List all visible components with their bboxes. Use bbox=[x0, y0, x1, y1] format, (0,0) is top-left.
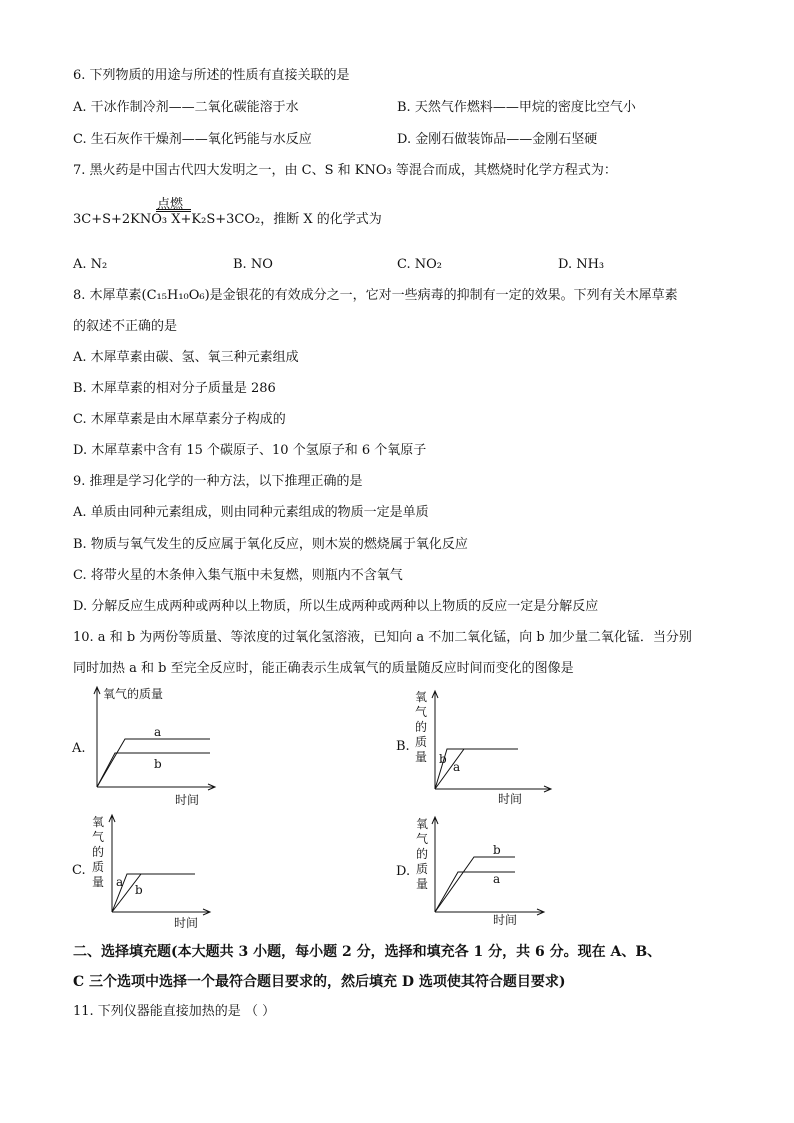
graph-d-option: D. bbox=[396, 864, 411, 879]
graph-c-option: C. bbox=[72, 863, 86, 878]
curve-b bbox=[435, 749, 518, 789]
q9-stem: 9. 推理是学习化学的一种方法，以下推理正确的是 bbox=[73, 474, 363, 489]
q7-option-a: A. N₂ bbox=[73, 257, 108, 272]
curve-a bbox=[112, 874, 195, 912]
q7-equation-text: 3C+S+2KNO₃ X+K₂S+3CO₂，推断 X 的化学式为 bbox=[73, 212, 382, 227]
graph-d bbox=[396, 814, 556, 939]
q7-option-c: C. NO₂ bbox=[397, 257, 442, 272]
q6-option-a: A. 干冰作制冷剂——二氧化碳能溶于水 bbox=[73, 100, 299, 115]
q9-option-a: A. 单质由同种元素组成，则由同种元素组成的物质一定是单质 bbox=[73, 505, 429, 520]
graph-a-label-b: b bbox=[154, 757, 162, 771]
graph-b bbox=[396, 688, 556, 813]
q6-option-d: D. 金刚石做装饰品——金刚石坚硬 bbox=[397, 132, 598, 147]
q7-stem: 7. 黑火药是中国古代四大发明之一，由 C、S 和 KNO₃ 等混合而成，其燃烧时化学方程式为： bbox=[73, 163, 617, 178]
graph-a bbox=[70, 685, 220, 810]
q8-option-c: C. 木犀草素是由木犀草素分子构成的 bbox=[73, 412, 286, 427]
graph-c-label-b: b bbox=[135, 883, 143, 897]
q6-stem: 6. 下列物质的用途与所述的性质有直接关联的是 bbox=[73, 68, 350, 83]
q10-stem-cont: 同时加热 a 和 b 至完全反应时，能正确表示生成氧气的质量随反应时间而变化的图像是 bbox=[73, 661, 574, 676]
graph-b-option: B. bbox=[396, 739, 410, 754]
graph-c-xlabel: 时间 bbox=[174, 916, 199, 930]
graph-b-label-b: b bbox=[439, 752, 447, 766]
graph-d-xlabel: 时间 bbox=[493, 913, 518, 927]
q7-reaction-condition: 点燃 bbox=[157, 197, 184, 212]
q8-option-b: B. 木犀草素的相对分子质量是 286 bbox=[73, 381, 276, 396]
section2-heading: 二、选择填充题(本大题共 3 小题，每小题 2 分，选择和填充各 1 分，共 6 分。现在 A、B、 bbox=[73, 944, 662, 960]
curve-a bbox=[435, 872, 515, 912]
section2-heading-cont: C 三个选项中选择一个最符合题目要求的，然后填充 D 选项使其符合题目要求) bbox=[73, 974, 566, 990]
q6-option-b: B. 天然气作燃料——甲烷的密度比空气小 bbox=[397, 100, 636, 115]
graph-b-ylabel: 氧气的质量 bbox=[415, 690, 428, 764]
graph-d-label-b: b bbox=[493, 843, 501, 857]
q11-stem: 11. 下列仪器能直接加热的是 （ ） bbox=[73, 1004, 276, 1019]
q9-option-c: C. 将带火星的木条伸入集气瓶中未复燃，则瓶内不含氧气 bbox=[73, 568, 403, 583]
graph-c bbox=[70, 812, 220, 937]
curve-b bbox=[435, 857, 515, 912]
graph-d-label-a: a bbox=[493, 872, 501, 886]
graph-c-ylabel: 氧气的质量 bbox=[92, 815, 105, 889]
graph-d-ylabel: 氧气的质量 bbox=[416, 817, 429, 891]
graph-a-label-a: a bbox=[154, 725, 162, 739]
q7-option-b: B. NO bbox=[233, 257, 273, 272]
q8-option-a: A. 木犀草素由碳、氢、氧三种元素组成 bbox=[73, 350, 299, 365]
q10-stem: 10. a 和 b 为两份等质量、等浓度的过氧化氢溶液，已知向 a 不加二氧化锰，向 b 加少量二氧化锰．当分别 bbox=[73, 630, 692, 645]
q8-stem: 8. 木犀草素(C₁₅H₁₀O₆)是金银花的有效成分之一，它对一些病毒的抑制有一定的效果。下列有关木犀草素 bbox=[73, 288, 678, 303]
q9-option-d: D. 分解反应生成两种或两种以上物质，所以生成两种或两种以上物质的反应一定是分解反应 bbox=[73, 599, 599, 614]
graph-b-xlabel: 时间 bbox=[498, 792, 523, 806]
graph-a-option: A. bbox=[72, 741, 86, 756]
q6-option-c: C. 生石灰作干燥剂——氧化钙能与水反应 bbox=[73, 132, 312, 147]
q8-option-d: D. 木犀草素中含有 15 个碳原子、10 个氢原子和 6 个氧原子 bbox=[73, 443, 427, 458]
q9-option-b: B. 物质与氧气发生的反应属于氧化反应，则木炭的燃烧属于氧化反应 bbox=[73, 537, 468, 552]
graph-c-label-a: a bbox=[116, 875, 124, 889]
graph-a-xlabel: 时间 bbox=[175, 793, 200, 807]
q7-option-d: D. NH₃ bbox=[558, 257, 605, 272]
graph-a-ylabel: 氧气的质量 bbox=[103, 687, 164, 701]
graph-b-label-a: a bbox=[453, 760, 461, 774]
q8-stem-cont: 的叙述不正确的是 bbox=[73, 319, 178, 334]
